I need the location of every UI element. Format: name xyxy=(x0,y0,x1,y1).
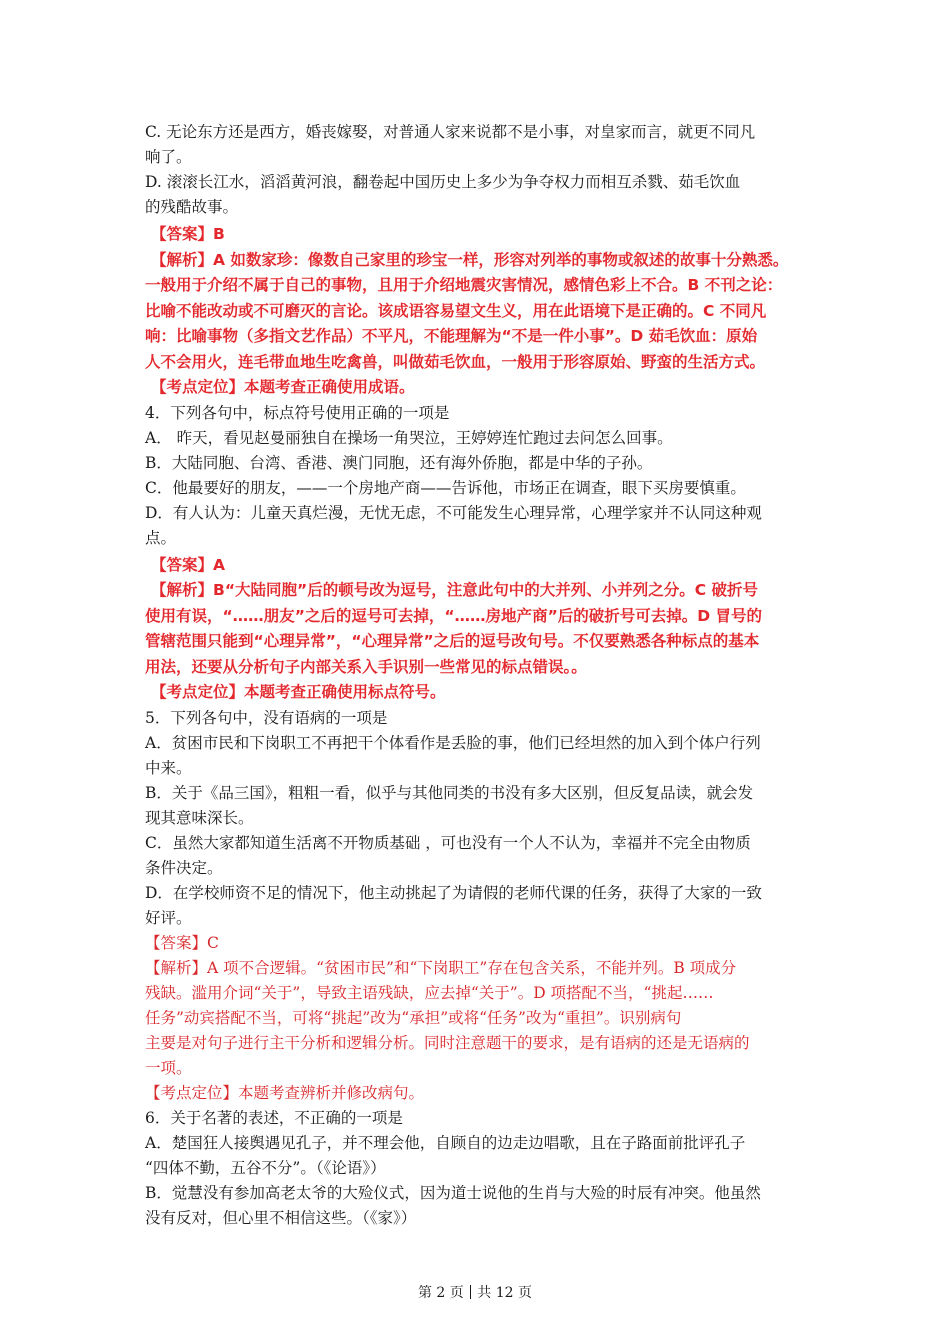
q4-analysis-line: 使用有误，“……朋友”之后的逗号可去掉，“……房地产商”后的破折号可去掉。D 冒号的 xyxy=(145,606,763,625)
q5-option-d-line1: D．在学校师资不足的情况下，他主动挑起了为请假的老师代课的任务，获得了大家的一致 xyxy=(145,883,762,902)
q6-option-b-line1: B．觉慧没有参加高老太爷的大殓仪式，因为道士说他的生肖与大殓的时辰有冲突。他虽然 xyxy=(145,1183,761,1202)
q5-stem: 5．下列各句中，没有语病的一项是 xyxy=(145,708,388,727)
q5-point: 【考点定位】本题考查辨析并修改病句。 xyxy=(145,1083,425,1102)
q3-options-tail xyxy=(145,120,815,220)
q3-analysis-line: 【解析】A 如数家珍：像数自己家里的珍宝一样，形容对列举的事物或叙述的故事十分熟悉。 xyxy=(151,250,789,269)
q5-answer-block xyxy=(145,931,815,1106)
q6-option-b-line2: 没有反对，但心里不相信这些。（《家》） xyxy=(145,1208,417,1227)
q6-stem: 6．关于名著的表述，不正确的一项是 xyxy=(145,1108,403,1127)
q4-analysis-line: 【解析】B“大陆同胞”后的顿号改为逗号，注意此句中的大并列、小并列之分。C 破折号 xyxy=(151,581,758,599)
q3-analysis-line: 人不会用火，连毛带血地生吃禽兽，叫做茹毛饮血，一般用于形容原始、野蛮的生活方式。 xyxy=(145,352,766,371)
q4-option-d-line2: 点。 xyxy=(145,528,177,547)
q3-option-d-line2: 的残酷故事。 xyxy=(145,198,239,216)
question-5 xyxy=(145,706,815,931)
q3-option-c-line2: 响了。 xyxy=(145,148,192,166)
page-number: 第 2 页 xyxy=(417,1285,464,1301)
q4-stem: 4．下列各句中，标点符号使用正确的一项是 xyxy=(145,403,450,422)
q4-answer: 【答案】A xyxy=(151,555,225,574)
q5-answer: 【答案】C xyxy=(145,933,219,952)
question-6 xyxy=(145,1106,815,1231)
page-footer xyxy=(0,1282,950,1302)
q5-analysis-line: 残缺。滥用介词“关于”，导致主语残缺，应去掉“关于”。D 项搭配不当，“挑起…… xyxy=(145,983,714,1002)
q5-option-c-line2: 条件决定。 xyxy=(145,858,223,877)
q4-option-d-line1: D．有人认为：儿童天真烂漫，无忧无虑，不可能发生心理异常，心理学家并不认同这种观 xyxy=(145,503,762,522)
q4-option-a: A． 昨天，看见赵曼丽独自在操场一角哭泣，王婷婷连忙跑过去问怎么回事。 xyxy=(145,428,673,447)
q6-option-a-line2: “四体不勤，五谷不分”。（《论语》） xyxy=(145,1158,386,1177)
q3-analysis-line: 一般用于介绍不属于自己的事物，且用于介绍地震灾害情况，感情色彩上不合。B 不刊之论： xyxy=(145,276,783,294)
q5-option-b-line1: B．关于《品三国》，粗粗一看，似乎与其他同类的书没有多大区别，但反复品读，就会发 xyxy=(145,783,754,802)
document-page xyxy=(145,120,815,1231)
q6-option-a-line1: A．楚国狂人接舆遇见孔子，并不理会他，自顾自的边走边唱歌，且在子路面前批评孔子 xyxy=(145,1133,746,1152)
page-total: 共 12 页 xyxy=(477,1285,533,1301)
q4-analysis-line: 用法，还要从分析句子内部关系入手识别一些常见的标点错误。。 xyxy=(145,657,587,676)
q5-option-a-line1: A．贫困市民和下岗职工不再把干个体看作是丢脸的事，他们已经坦然的加入到个体户行列 xyxy=(145,733,761,752)
q3-answer-block xyxy=(145,222,815,401)
question-4 xyxy=(145,401,815,551)
q5-option-a-line2: 中来。 xyxy=(145,758,192,777)
q5-option-b-line2: 现其意味深长。 xyxy=(145,808,254,827)
q3-option-d-line1: D. 滚滚长江水，滔滔黄河浪，翻卷起中国历史上多少为争夺权力而相互杀戮、茹毛饮血 xyxy=(145,173,741,191)
q4-point: 【考点定位】本题考查正确使用标点符号。 xyxy=(151,683,446,701)
q5-option-c-line1: C．虽然大家都知道生活离不开物质基础 ，可也没有一个人不认为，幸福并不完全由物质 xyxy=(145,833,751,852)
q5-analysis-line: 任务”动宾搭配不当，可将“挑起”改为“承担”或将“任务”改为“重担”。识别病句 xyxy=(145,1008,682,1027)
q4-answer-block xyxy=(145,553,815,706)
q4-option-c: C．他最要好的朋友，——一个房地产商——告诉他，市场正在调查，眼下买房要慎重。 xyxy=(145,478,746,497)
q3-analysis-line: 比喻不能改动或不可磨灭的言论。该成语容易望文生义，用在此语境下是正确的。C 不同凡 xyxy=(145,301,767,320)
q5-analysis-line: 【解析】A 项不合逻辑。“贫困市民”和“下岗职工”存在包含关系，不能并列。B 项成分 xyxy=(145,958,737,977)
footer-divider xyxy=(470,1285,472,1299)
q5-analysis-line: 主要是对句子进行主干分析和逻辑分析。同时注意题干的要求，是有语病的还是无语病的 xyxy=(145,1033,750,1052)
q5-analysis-line: 一项。 xyxy=(145,1058,192,1077)
q3-analysis-line: 响：比喻事物（多指文艺作品）不平凡，不能理解为“不是一件小事”。D 茹毛饮血：原始 xyxy=(145,327,758,345)
q4-analysis-line: 管辖范围只能到“心理异常”，“心理异常”之后的逗号改句号。不仅要熟悉各种标点的基本 xyxy=(145,632,760,650)
q3-point: 【考点定位】本题考查正确使用成语。 xyxy=(151,378,415,396)
q5-option-d-line2: 好评。 xyxy=(145,908,192,927)
q4-option-b: B．大陆同胞、台湾、香港、澳门同胞，还有海外侨胞，都是中华的子孙。 xyxy=(145,453,653,472)
q3-answer: 【答案】B xyxy=(151,225,225,243)
q3-option-c-line1: C. 无论东方还是西方，婚丧嫁娶，对普通人家来说都不是小事，对皇家而言，就更不同凡 xyxy=(145,123,756,141)
